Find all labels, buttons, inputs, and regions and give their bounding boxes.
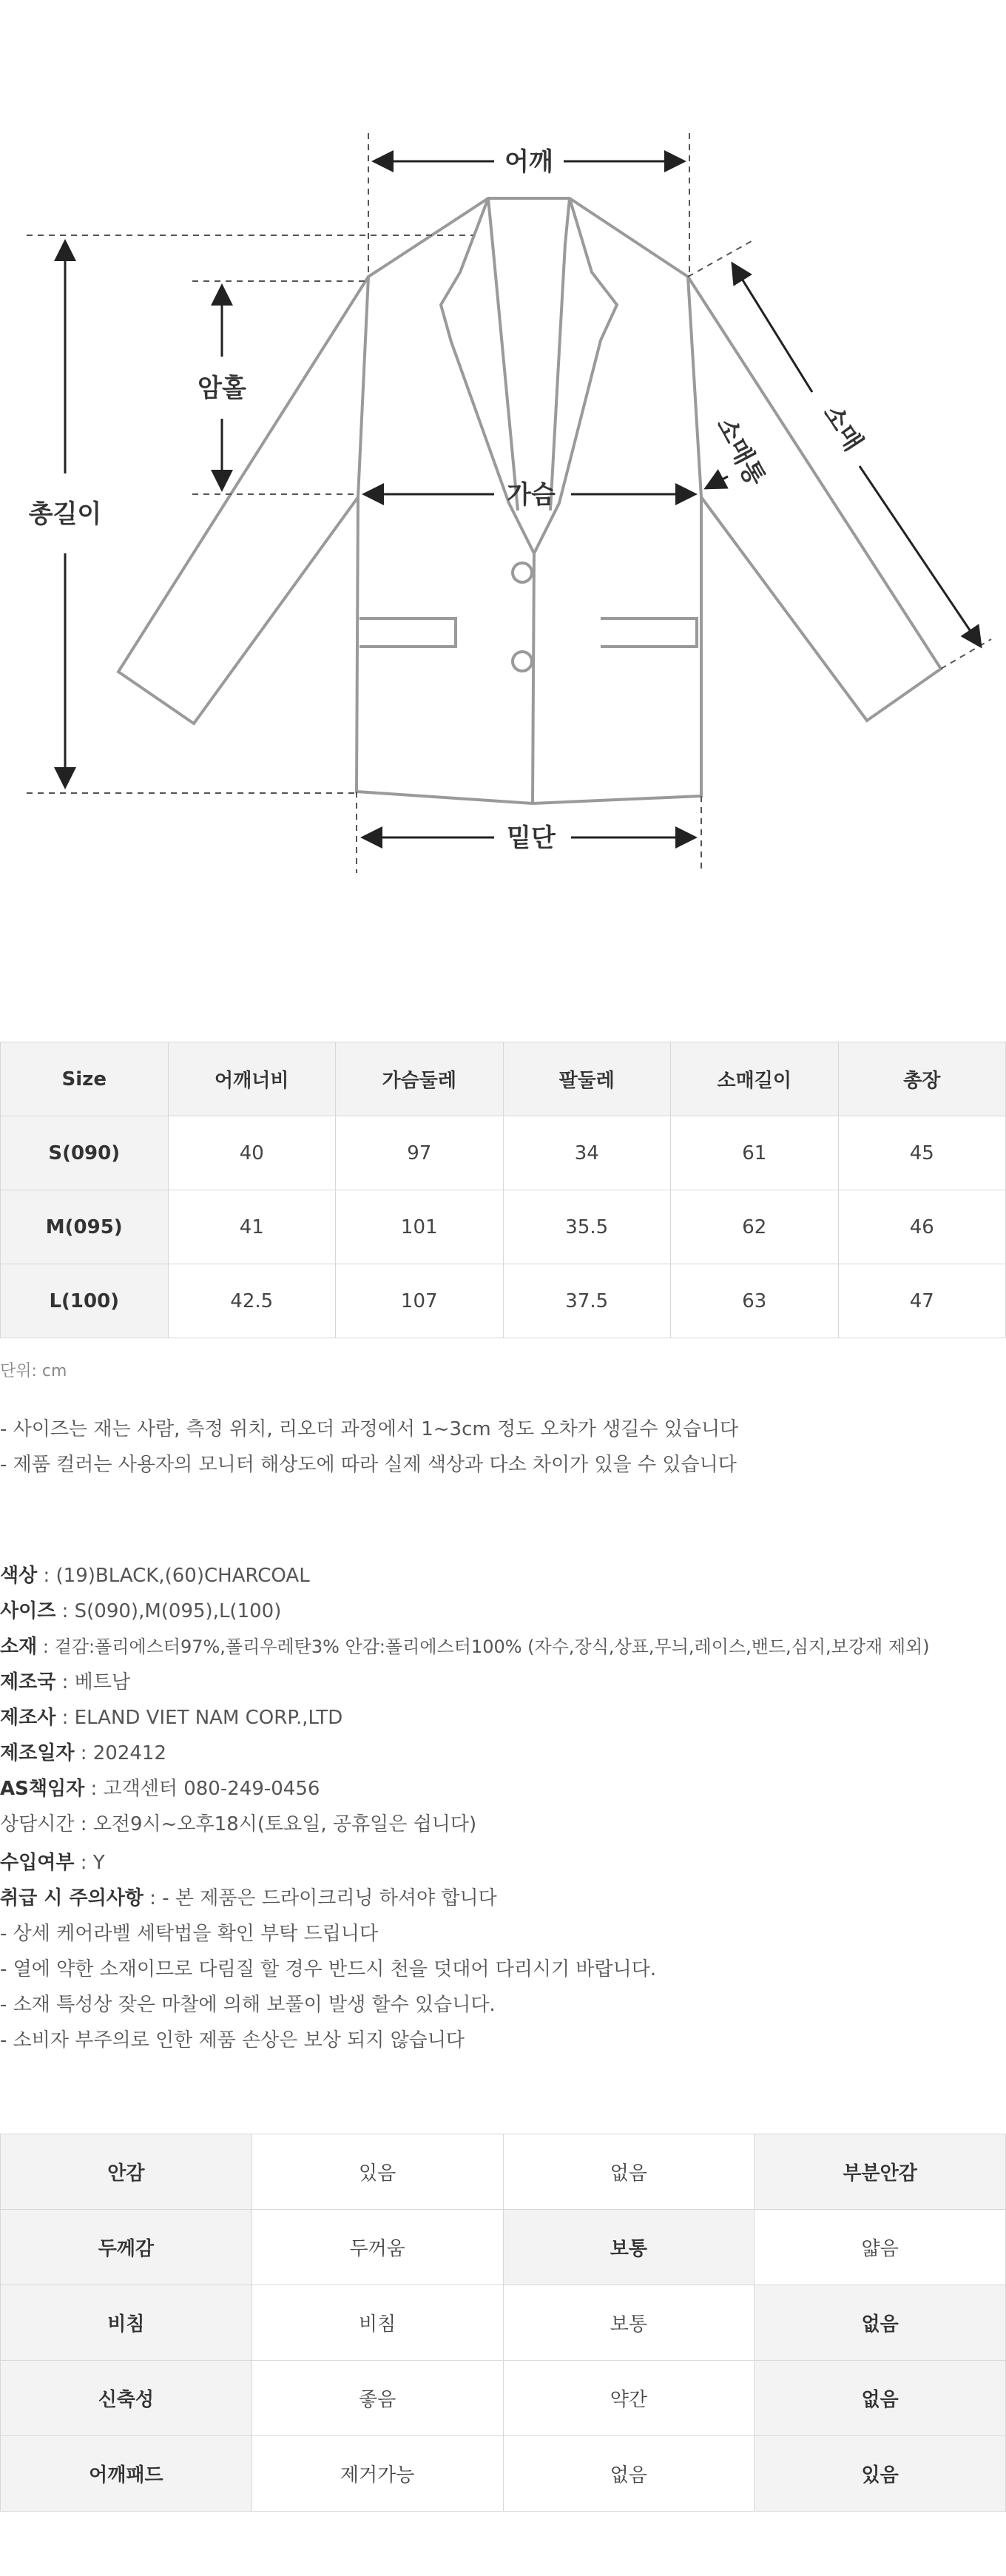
product-info [0, 1558, 930, 2058]
info-value: : 베트남 [55, 1671, 130, 1693]
value-cell: 63 [671, 1264, 839, 1338]
feature-option: 없음 [503, 2134, 754, 2210]
table-row [1, 1116, 1006, 1190]
info-label: 색상 [0, 1565, 38, 1587]
value-cell: 61 [671, 1116, 839, 1190]
size-table [0, 1042, 1006, 1338]
label-sleeve: 소매 [817, 399, 868, 456]
value-cell: 41 [168, 1190, 336, 1264]
value-cell: 40 [168, 1116, 336, 1190]
header-cell: 어깨너비 [168, 1042, 336, 1116]
feature-option: 비침 [252, 2285, 503, 2361]
table-row [1, 1264, 1006, 1338]
unit-note: 단위: cm [0, 1362, 67, 1380]
info-label: 제조일자 [0, 1742, 75, 1764]
value-cell: 47 [838, 1264, 1006, 1338]
value-cell: 62 [671, 1190, 839, 1264]
feature-option: 없음 [503, 2436, 754, 2512]
info-maker [0, 1700, 930, 1736]
care-line: - 소비자 부주의로 인한 제품 손상은 보상 되지 않습니다 [0, 2029, 465, 2051]
value-cell: 42.5 [168, 1264, 336, 1338]
info-date [0, 1736, 930, 1771]
label-sleeve-width: 소매통 [710, 412, 771, 491]
header-cell: 팔둘레 [503, 1042, 671, 1116]
feature-option: 제거가능 [252, 2436, 503, 2512]
info-value: : S(090),M(095),L(100) [55, 1600, 282, 1622]
header-cell: 소매길이 [671, 1042, 839, 1116]
feature-option: 있음 [252, 2134, 503, 2210]
info-size [0, 1594, 930, 1629]
size-table-header-row [1, 1042, 1006, 1116]
size-cell: S(090) [1, 1116, 169, 1190]
info-label: 취급 시 주의사항 [0, 1887, 144, 1909]
note-line: - 제품 컬러는 사용자의 모니터 해상도에 따라 실제 색상과 다소 차이가 있을 수 있습니다 [0, 1454, 737, 1476]
size-cell: M(095) [1, 1190, 169, 1264]
feature-option: 없음 [754, 2285, 1006, 2361]
label-hem: 밑단 [507, 823, 556, 853]
value-cell: 46 [838, 1190, 1006, 1264]
feature-option: 약간 [503, 2361, 754, 2436]
info-label: 제조국 [0, 1671, 56, 1693]
care-line: - 열에 약한 소재이므로 다림질 할 경우 반드시 천을 덧대어 다리시기 바랍니다. [0, 1958, 657, 1980]
info-value: : (19)BLACK,(60)CHARCOAL [37, 1565, 310, 1587]
feature-option: 보통 [503, 2210, 754, 2285]
table-row [1, 2361, 1006, 2436]
table-row [1, 1190, 1006, 1264]
feature-option: 좋음 [252, 2361, 503, 2436]
feature-option: 두꺼움 [252, 2210, 503, 2285]
info-value: : 202412 [74, 1742, 167, 1764]
label-shoulder: 어깨 [504, 147, 553, 177]
care-line: - 상세 케어라벨 세탁법을 확인 부탁 드립니다 [0, 1923, 379, 1945]
info-label: 소재 [0, 1636, 38, 1658]
table-row [1, 2210, 1006, 2285]
feature-label: 비침 [1, 2285, 252, 2361]
info-material [0, 1629, 930, 1665]
info-import [0, 1845, 930, 1881]
label-total-length: 총길이 [28, 499, 102, 529]
info-color [0, 1558, 930, 1594]
info-label: 제조사 [0, 1707, 56, 1729]
info-label: 사이즈 [0, 1600, 56, 1622]
value-cell: 45 [838, 1116, 1006, 1190]
table-row [1, 2436, 1006, 2512]
info-label: AS책임자 [0, 1778, 85, 1800]
header-cell: 가슴둘레 [336, 1042, 504, 1116]
feature-option: 없음 [754, 2361, 1006, 2436]
info-value: : - 본 제품은 드라이크리닝 하셔야 합니다 [143, 1887, 497, 1909]
info-origin [0, 1665, 930, 1700]
feature-table [0, 2134, 1006, 2512]
info-hours: 상담시간 : 오전9시~오후18시(토요일, 공휴일은 쉽니다) [0, 1813, 477, 1835]
info-as [0, 1771, 930, 1807]
value-cell: 37.5 [503, 1264, 671, 1338]
info-value: : ELAND VIET NAM CORP.,LTD [55, 1707, 343, 1729]
feature-label: 신축성 [1, 2361, 252, 2436]
label-armhole: 암홀 [198, 374, 246, 403]
info-value: : 겉감:폴리에스터97%,폴리우레탄3% 안감:폴리에스터100% (자수,장식,상표,무늬,레이스,밴드,심지,보강재 제외) [37, 1636, 930, 1657]
label-chest: 가슴 [507, 480, 556, 510]
feature-label: 두께감 [1, 2210, 252, 2285]
value-cell: 101 [336, 1190, 504, 1264]
table-row [1, 2134, 1006, 2210]
care-line: - 소재 특성상 잦은 마찰에 의해 보풀이 발생 할수 있습니다. [0, 1994, 496, 2016]
feature-option: 부분안감 [754, 2134, 1006, 2210]
feature-label: 안감 [1, 2134, 252, 2210]
feature-option: 얇음 [754, 2210, 1006, 2285]
value-cell: 97 [336, 1116, 504, 1190]
info-value: : Y [74, 1852, 105, 1874]
size-notes [0, 1412, 738, 1483]
feature-option: 보통 [503, 2285, 754, 2361]
header-cell: 총장 [838, 1042, 1006, 1116]
feature-option: 있음 [754, 2436, 1006, 2512]
value-cell: 107 [336, 1264, 504, 1338]
size-cell: L(100) [1, 1264, 169, 1338]
info-value: : 고객센터 080-249-0456 [84, 1778, 320, 1800]
info-care [0, 1881, 930, 1916]
info-label: 수입여부 [0, 1852, 75, 1874]
feature-label: 어깨패드 [1, 2436, 252, 2512]
table-row [1, 2285, 1006, 2361]
header-cell: Size [1, 1042, 169, 1116]
note-line: - 사이즈는 재는 사람, 측정 위치, 리오더 과정에서 1~3cm 정도 오차가 생길수 있습니다 [0, 1418, 739, 1440]
measurement-diagram [0, 0, 1006, 917]
value-cell: 35.5 [503, 1190, 671, 1264]
value-cell: 34 [503, 1116, 671, 1190]
